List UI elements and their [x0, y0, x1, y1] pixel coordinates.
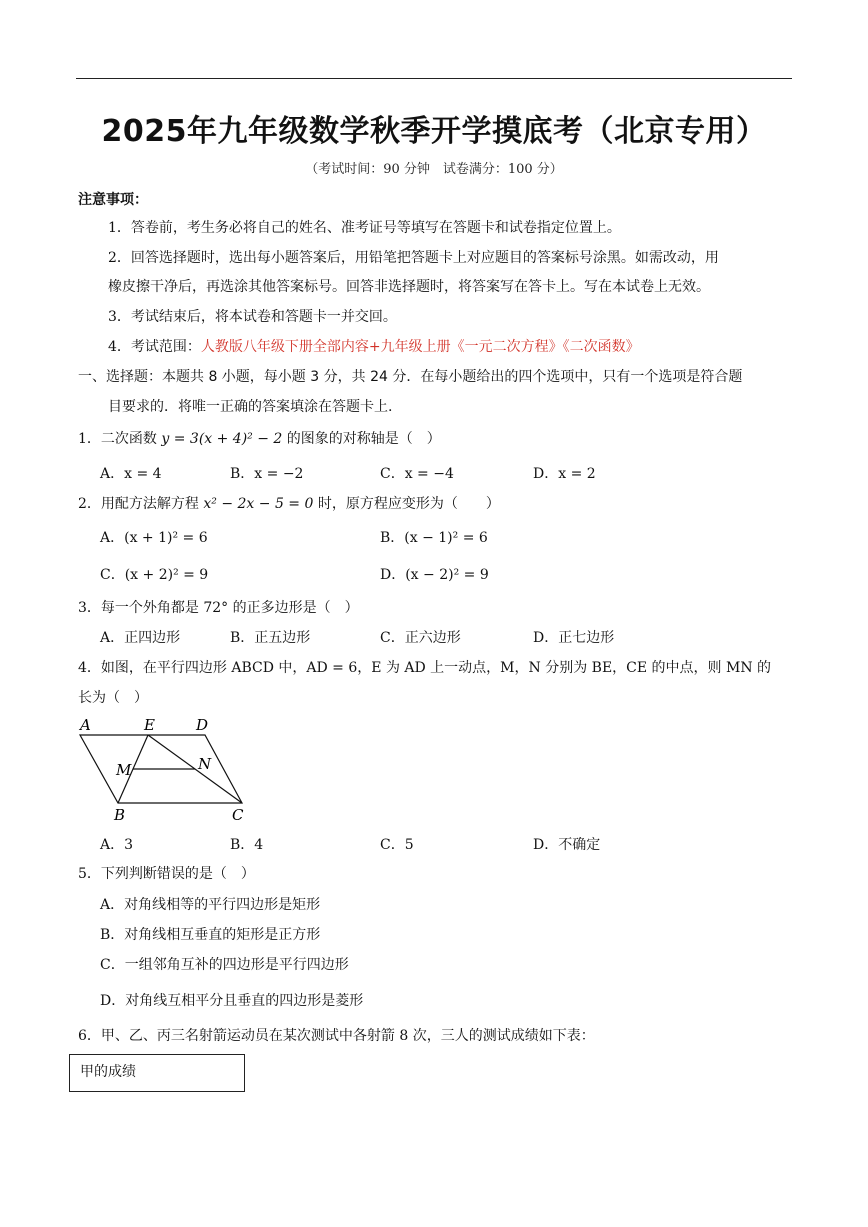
question-1-stem [78, 429, 441, 449]
table-header-cell: 甲的成绩 [80, 1064, 136, 1080]
q3-option-c: C．正六边形 [380, 630, 461, 646]
q3-option-d: D．正七边形 [533, 630, 615, 646]
note-item-3: 3．考试结束后，将本试卷和答题卡一并交回。 [108, 309, 397, 325]
question-4-stem: 4．如图，在平行四边形 ABCD 中，AD = 6，E 为 AD 上一动点，M，N 分别为 BE，CE 的中点，则 MN 的 [78, 660, 772, 676]
q2-option-a: A．(x + 1)² = 6 [100, 530, 208, 546]
label-d: D [196, 716, 209, 734]
q3-option-a: A．正四边形 [100, 630, 181, 646]
exam-info: （考试时间：90 分钟 试卷满分：100 分） [305, 162, 563, 177]
question-5-stem: 5．下列判断错误的是（ ） [78, 866, 255, 882]
label-n: N [198, 755, 212, 773]
label-b: B [114, 806, 126, 824]
q4-option-d: D．不确定 [533, 837, 601, 853]
note-item-4 [108, 337, 640, 357]
q4-option-a: A．3 [100, 837, 134, 853]
q5-option-d: D．对角线互相平分且垂直的四边形是菱形 [100, 993, 364, 1009]
q2-option-b: B．(x − 1)² = 6 [380, 530, 488, 546]
question-4-stem-cont: 长为（ ） [78, 690, 148, 706]
q2-option-d: D．(x − 2)² = 9 [380, 567, 489, 583]
q4-option-c: C．5 [380, 837, 414, 853]
q1-stem-suffix: 的图象的对称轴是（ ） [286, 431, 441, 447]
q5-option-c: C．一组邻角互补的四边形是平行四边形 [100, 957, 349, 973]
note-item-1: 1．答卷前，考生务必将自己的姓名、准考证号等填写在答题卡和试卷指定位置上。 [108, 220, 621, 236]
note-item-2: 2．回答选择题时，选出每小题答案后，用铅笔把答题卡上对应题目的答案标号涂黑。如需改动，用 [108, 250, 719, 266]
note-item-2-cont: 橡皮擦干净后，再选涂其他答案标号。回答非选择题时，将答案写在答卡上。写在本试卷上无效。 [108, 279, 710, 295]
question-6-stem: 6．甲、乙、丙三名射箭运动员在某次测试中各射箭 8 次，三人的测试成绩如下表： [78, 1028, 595, 1044]
q4-option-b: B．4 [230, 837, 264, 853]
q1-option-b: B．x = −2 [230, 466, 304, 482]
label-a: A [80, 716, 91, 734]
q1-stem-prefix: 1．二次函数 [78, 431, 157, 447]
q1-option-a: A．x = 4 [100, 466, 162, 482]
score-table [69, 1054, 245, 1092]
q1-option-c: C．x = −4 [380, 466, 454, 482]
q2-stem-prefix: 2．用配方法解方程 [78, 496, 199, 512]
label-c: C [232, 806, 244, 824]
q2-stem-suffix: 时，原方程应变形为（ ） [317, 496, 500, 512]
exam-scope: 人教版八年级下册全部内容+九年级上册《一元二次方程》《二次函数》 [200, 339, 640, 355]
q5-option-a: A．对角线相等的平行四边形是矩形 [100, 897, 321, 913]
top-rule [76, 78, 792, 79]
note-item-4-prefix: 4．考试范围： [108, 339, 201, 355]
q1-option-d: D．x = 2 [533, 466, 596, 482]
q2-option-c: C．(x + 2)² = 9 [100, 567, 209, 583]
notes-heading: 注意事项： [78, 192, 148, 208]
q5-option-b: B．对角线相互垂直的矩形是正方形 [100, 927, 321, 943]
section-heading-cont: 目要求的．将唯一正确的答案填涂在答题卡上. [108, 399, 393, 415]
label-m: M [116, 761, 132, 779]
label-e: E [144, 716, 155, 734]
page-title: 2025年九年级数学秋季开学摸底考（北京专用） [101, 114, 767, 149]
q3-option-b: B．正五边形 [230, 630, 311, 646]
question-2-stem [78, 494, 500, 514]
q2-formula: x² − 2x − 5 = 0 [203, 496, 314, 512]
parallelogram-figure [70, 712, 260, 828]
q1-formula: y = 3(x + 4)² − 2 [161, 431, 283, 447]
section-heading: 一、选择题：本题共 8 小题，每小题 3 分，共 24 分．在每小题给出的四个选项中，只有一个选项是符合题 [78, 369, 743, 385]
question-3-stem: 3．每一个外角都是 72° 的正多边形是（ ） [78, 600, 359, 616]
